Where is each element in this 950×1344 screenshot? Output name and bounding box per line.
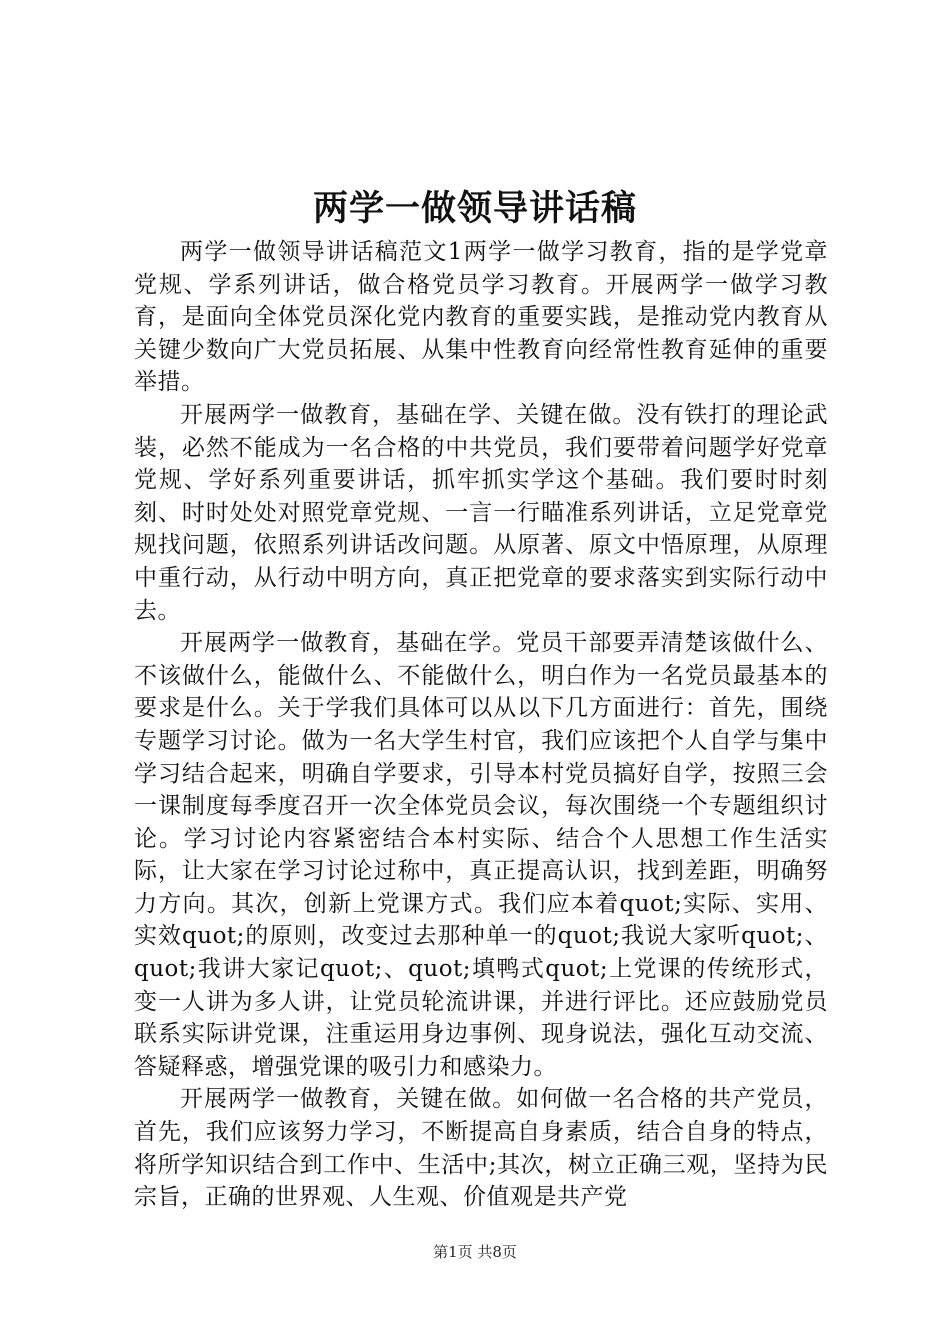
page-title: 两学一做领导讲话稿	[312, 188, 637, 229]
paragraph-2: 开展两学一做教育，基础在学、关键在做。没有铁打的理论武装，必然不能成为一名合格的中共党员，我们要带着问题学好党章党规、学好系列重要讲话，抓牢抓实学这个基础。我们要时时刻刻、时时处处对照党章党规、一言一行瞄准系列讲话，立足党章党规找问题，依照系列讲话改问题。从原著、原文中悟原理，从原理中重行动，从行动中明方向，真正把党章的要求落实到实际行动中去。	[134, 401, 828, 624]
paragraph-4: 开展两学一做教育，关键在做。如何做一名合格的共产党员，首先，我们应该努力学习，不断提高自身素质，结合自身的特点，将所学知识结合到工作中、生活中;其次，树立正确三观，坚持为民宗旨，正确的世界观、人生观、价值观是共产党	[134, 1086, 828, 1211]
document-body	[134, 236, 828, 1214]
page-footer: 第1页 共8页	[433, 1243, 517, 1261]
paragraph-1: 两学一做领导讲话稿范文1两学一做学习教育，指的是学党章党规、学系列讲话，做合格党员学习教育。开展两学一做学习教育，是面向全体党员深化党内教育的重要实践，是推动党内教育从关键少数向广大党员拓展、从集中性教育向经常性教育延伸的重要举措。	[134, 239, 828, 396]
paragraph-3: 开展两学一做教育，基础在学。党员干部要弄清楚该做什么、不该做什么，能做什么、不能做什么，明白作为一名党员最基本的要求是什么。关于学我们具体可以从以下几方面进行：首先，围绕专题学习讨论。做为一名大学生村官，我们应该把个人自学与集中学习结合起来，明确自学要求，引导本村党员搞好自学，按照三会一课制度每季度召开一次全体党员会议，每次围绕一个专题组织讨论。学习讨论内容紧密结合本村实际、结合个人思想工作生活实际，让大家在学习讨论过称中，真正提高认识，找到差距，明确努力方向。其次，创新上党课方式。我们应本着quot;实际、实用、实效quot;的原则，改变过去那种单一的quot;我说大家听quot;、quot;我讲大家记quot;、quot;填鸭式quot;上党课的传统形式，变一人讲为多人讲，让党员轮流讲课，并进行评比。还应鼓励党员联系实际讲党课，注重运用身边事例、现身说法，强化互动交流、答疑释惑，增强党课的吸引力和感染力。	[134, 630, 828, 1080]
